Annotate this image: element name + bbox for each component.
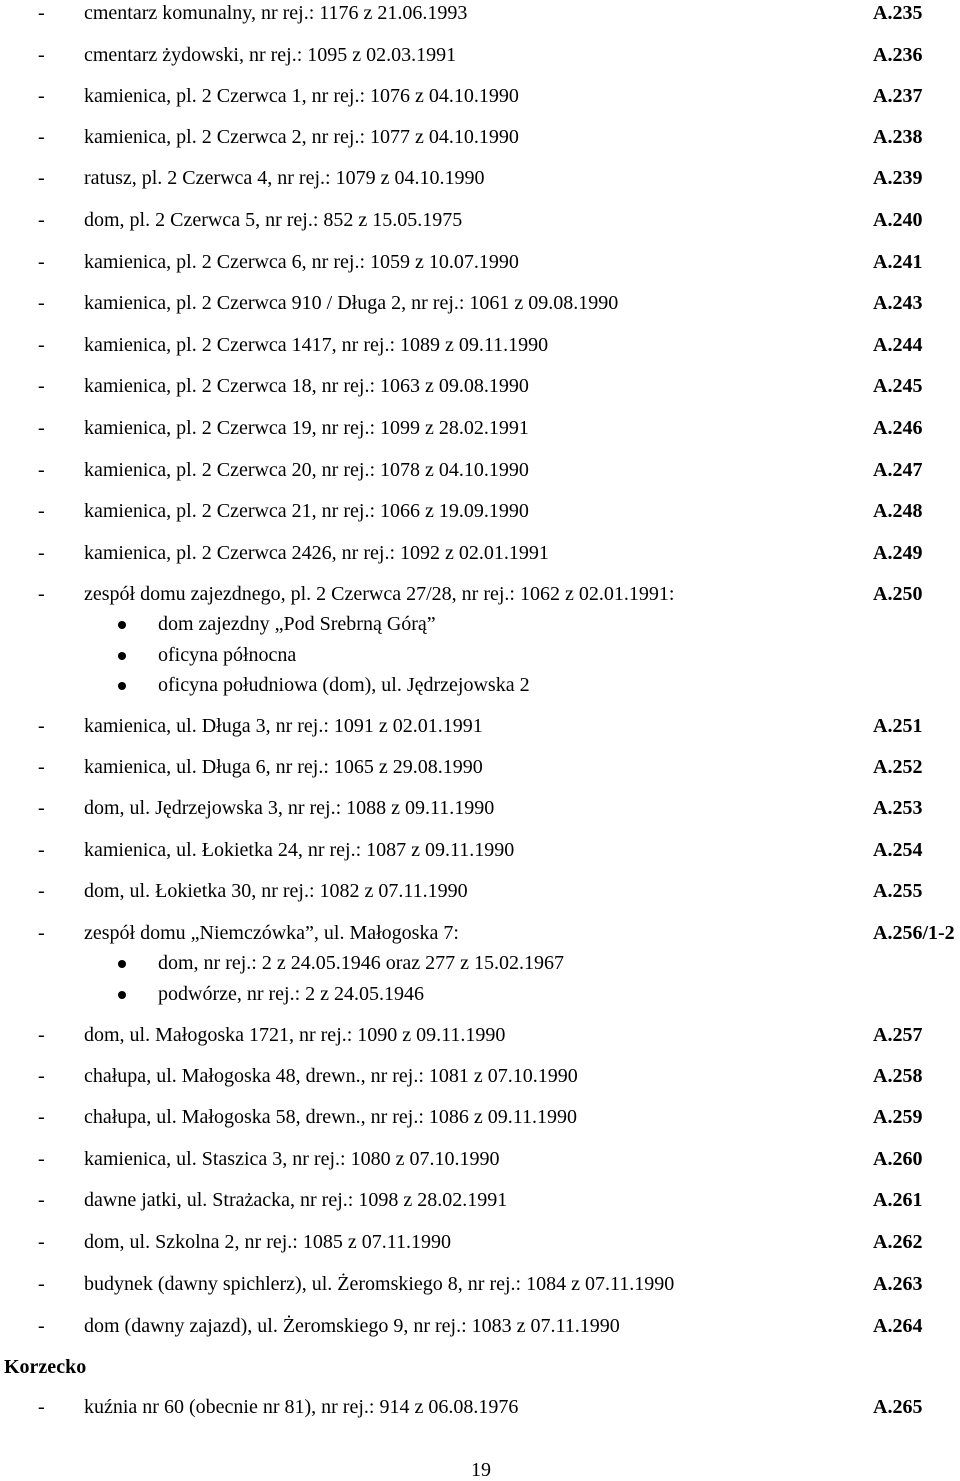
list-item [0,1316,960,1340]
list-item [0,3,960,27]
list-dash: - [38,126,45,148]
list-dash: - [38,334,45,356]
list-dash: - [38,1024,45,1046]
list-item [0,501,960,525]
register-code: A.249 [873,542,923,564]
entry-description: kamienica, pl. 2 Czerwca 1417, nr rej.: 1089 z 09.11.1990 [84,334,549,356]
list-dash: - [38,209,45,231]
register-code: A.265 [873,1396,923,1418]
register-code: A.257 [873,1024,923,1046]
list-dash: - [38,1189,45,1211]
register-code: A.264 [873,1315,923,1337]
list-item [0,716,960,740]
list-dash: - [38,251,45,273]
register-code: A.256/1-2 [873,922,955,944]
list-item [0,881,960,905]
list-dash: - [38,85,45,107]
bullet-icon [118,991,126,999]
register-code: A.238 [873,126,923,148]
list-item [0,86,960,110]
entry-description: dom, ul. Jędrzejowska 3, nr rej.: 1088 z 09.11.1990 [84,797,495,819]
list-dash: - [38,922,45,944]
register-code: A.243 [873,292,923,314]
entry-description: dom, ul. Łokietka 30, nr rej.: 1082 z 07.11.1990 [84,880,468,902]
register-code: A.246 [873,417,923,439]
list-item [0,210,960,234]
register-code: A.244 [873,334,923,356]
register-code: A.260 [873,1148,923,1170]
register-code: A.248 [873,500,923,522]
list-dash: - [38,880,45,902]
list-item [0,1232,960,1256]
entry-description: kamienica, pl. 2 Czerwca 19, nr rej.: 1099 z 28.02.1991 [84,417,529,439]
entry-description: ratusz, pl. 2 Czerwca 4, nr rej.: 1079 z 04.10.1990 [84,167,485,189]
list-dash: - [38,375,45,397]
entry-description: kamienica, pl. 2 Czerwca 6, nr rej.: 1059 z 10.07.1990 [84,251,519,273]
list-dash: - [38,715,45,737]
register-code: A.247 [873,459,923,481]
list-item [0,127,960,151]
entry-description: dom, ul. Szkolna 2, nr rej.: 1085 z 07.11.1990 [84,1231,451,1253]
list-dash: - [38,459,45,481]
entry-description: chałupa, ul. Małogoska 58, drewn., nr rej.: 1086 z 09.11.1990 [84,1106,578,1128]
register-code: A.245 [873,375,923,397]
sub-item-text: dom, nr rej.: 2 z 24.05.1946 oraz 277 z 15.02.1967 [158,952,565,974]
entry-description: dom, ul. Małogoska 1721, nr rej.: 1090 z 09.11.1990 [84,1024,506,1046]
list-dash: - [38,44,45,66]
entry-description: kamienica, pl. 2 Czerwca 20, nr rej.: 1078 z 04.10.1990 [84,459,529,481]
list-dash: - [38,500,45,522]
register-code: A.252 [873,756,923,778]
entry-description: chałupa, ul. Małogoska 48, drewn., nr rej.: 1081 z 07.10.1990 [84,1065,578,1087]
entry-description: dom (dawny zajazd), ul. Żeromskiego 9, nr rej.: 1083 z 07.11.1990 [84,1315,620,1337]
register-code: A.258 [873,1065,923,1087]
register-code: A.250 [873,583,923,605]
list-item [0,45,960,69]
entry-description: zespół domu zajezdnego, pl. 2 Czerwca 27/28, nr rej.: 1062 z 02.01.1991: [84,583,675,605]
entry-description: budynek (dawny spichlerz), ul. Żeromskiego 8, nr rej.: 1084 z 07.11.1990 [84,1273,675,1295]
bullet-icon [118,652,126,660]
register-code: A.239 [873,167,923,189]
sub-item-text: oficyna północna [158,644,297,666]
list-item [0,168,960,192]
list-dash: - [38,1148,45,1170]
list-item [0,798,960,822]
register-code: A.251 [873,715,923,737]
bullet-icon [118,960,126,968]
list-dash: - [38,1315,45,1337]
entry-description: kamienica, ul. Łokietka 24, nr rej.: 1087 z 09.11.1990 [84,839,515,861]
list-item [0,418,960,442]
entry-description: kamienica, ul. Długa 6, nr rej.: 1065 z 29.08.1990 [84,756,483,778]
list-item [0,335,960,359]
list-dash: - [38,756,45,778]
list-item [0,252,960,276]
entry-description: kamienica, ul. Długa 3, nr rej.: 1091 z 02.01.1991 [84,715,483,737]
list-item [0,840,960,864]
list-item [0,1397,960,1421]
register-code: A.261 [873,1189,923,1211]
list-dash: - [38,1396,45,1418]
list-item [0,1066,960,1090]
bullet-icon [118,682,126,690]
list-item [0,757,960,781]
list-item [0,584,960,608]
list-dash: - [38,417,45,439]
register-code: A.259 [873,1106,923,1128]
entry-description: kamienica, pl. 2 Czerwca 18, nr rej.: 1063 z 09.08.1990 [84,375,529,397]
list-dash: - [38,292,45,314]
list-dash: - [38,1065,45,1087]
sub-item-text: oficyna południowa (dom), ul. Jędrzejowska 2 [158,674,530,696]
register-code: A.255 [873,880,923,902]
sub-item-text: podwórze, nr rej.: 2 z 24.05.1946 [158,983,425,1005]
list-dash: - [38,1273,45,1295]
register-code: A.236 [873,44,923,66]
list-dash: - [38,1106,45,1128]
register-code: A.254 [873,839,923,861]
entry-description: dawne jatki, ul. Strażacka, nr rej.: 1098 z 28.02.1991 [84,1189,508,1211]
list-dash: - [38,167,45,189]
list-item [0,543,960,567]
list-item [0,460,960,484]
list-item [0,1274,960,1298]
list-dash: - [38,583,45,605]
register-code: A.262 [873,1231,923,1253]
register-code: A.241 [873,251,923,273]
entry-description: kuźnia nr 60 (obecnie nr 81), nr rej.: 914 z 06.08.1976 [84,1396,519,1418]
entry-description: cmentarz komunalny, nr rej.: 1176 z 21.06.1993 [84,2,468,24]
list-item [0,1149,960,1173]
register-code: A.253 [873,797,923,819]
register-code: A.263 [873,1273,923,1295]
entry-description: kamienica, pl. 2 Czerwca 1, nr rej.: 1076 z 04.10.1990 [84,85,519,107]
list-item [0,293,960,317]
list-item [0,923,960,947]
list-item [0,376,960,400]
entry-description: kamienica, ul. Staszica 3, nr rej.: 1080 z 07.10.1990 [84,1148,500,1170]
list-dash: - [38,1231,45,1253]
entry-description: kamienica, pl. 2 Czerwca 2, nr rej.: 1077 z 04.10.1990 [84,126,519,148]
list-item [0,1107,960,1131]
register-code: A.240 [873,209,923,231]
entry-description: kamienica, pl. 2 Czerwca 21, nr rej.: 1066 z 19.09.1990 [84,500,529,522]
list-dash: - [38,2,45,24]
list-dash: - [38,542,45,564]
page-number: 19 [471,1459,491,1481]
sub-item-text: dom zajezdny „Pod Srebrną Górą” [158,613,436,635]
entry-description: cmentarz żydowski, nr rej.: 1095 z 02.03.1991 [84,44,457,66]
entry-description: kamienica, pl. 2 Czerwca 2426, nr rej.: 1092 z 02.01.1991 [84,542,549,564]
section-heading: Korzecko [4,1356,87,1378]
list-item [0,1190,960,1214]
register-code: A.235 [873,2,923,24]
entry-description: dom, pl. 2 Czerwca 5, nr rej.: 852 z 15.05.1975 [84,209,463,231]
list-item [0,1025,960,1049]
entry-description: zespół domu „Niemczówka”, ul. Małogoska 7: [84,922,459,944]
bullet-icon [118,621,126,629]
entry-description: kamienica, pl. 2 Czerwca 910 / Długa 2, nr rej.: 1061 z 09.08.1990 [84,292,619,314]
list-dash: - [38,839,45,861]
list-dash: - [38,797,45,819]
register-code: A.237 [873,85,923,107]
